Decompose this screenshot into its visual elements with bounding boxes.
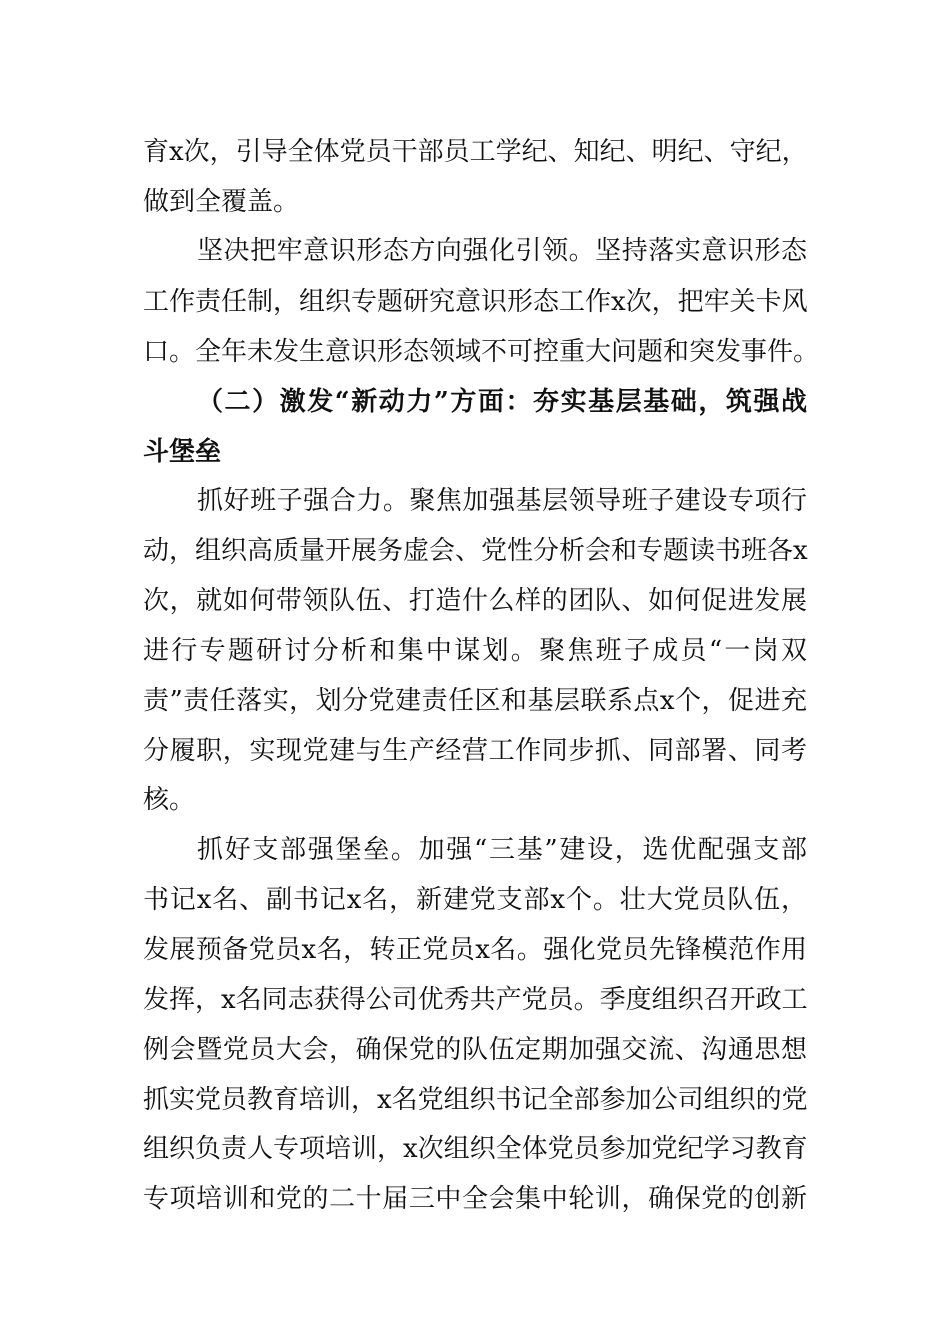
section-heading: （二）激发“新动力”方面：夯实基层基础，筑强战: [197, 387, 807, 417]
text-line: 例会暨党员大会，确保党的队伍定期加强交流、沟通思想: [143, 1035, 807, 1065]
text-line: 发挥，x名同志获得公司优秀共产党员。季度组织召开政工: [143, 985, 808, 1015]
text-line: 责”责任落实，划分党建责任区和基层联系点x个，促进充: [143, 686, 807, 716]
text-line: 抓实党员教育培训，x名党组织书记全部参加公司组织的党: [143, 1085, 808, 1115]
text-line: 做到全覆盖。: [143, 187, 300, 217]
text-line: 工作责任制，组织专题研究意识形态工作x次，把牢关卡风: [143, 287, 808, 317]
text-line: 进行专题研讨分析和集中谋划。聚焦班子成员“一岗双: [143, 636, 807, 666]
text-line: 分履职，实现党建与生产经营工作同步抓、同部署、同考: [143, 736, 807, 766]
text-line: 次，就如何带领队伍、打造什么样的团队、如何促进发展: [143, 586, 807, 616]
text-line: 专项培训和党的二十届三中全会集中轮训，确保党的创新: [143, 1184, 807, 1214]
section-heading: 斗堡垒: [143, 437, 222, 467]
text-line: 发展预备党员x名，转正党员x名。强化党员先锋模范作用: [143, 935, 807, 965]
text-line: 动，组织高质量开展务虚会、党性分析会和专题读书班各x: [143, 536, 808, 566]
text-line: 组织负责人专项培训，x次组织全体党员参加党纪学习教育: [143, 1134, 808, 1164]
text-line: 育x次，引导全体党员干部员工学纪、知纪、明纪、守纪，: [143, 137, 808, 167]
text-line: 核。: [143, 785, 196, 815]
text-line: 书记x名、副书记x名，新建党支部x个。壮大党员队伍，: [143, 885, 807, 915]
text-line: 口。全年未发生意识形态领域不可控重大问题和突发事件。: [143, 337, 820, 367]
text-line: 坚决把牢意识形态方向强化引领。坚持落实意识形态: [197, 236, 807, 266]
text-line: 抓好班子强合力。聚焦加强基层领导班子建设专项行: [197, 486, 807, 516]
text-line: 抓好支部强堡垒。加强“三基”建设，选优配强支部: [197, 835, 807, 865]
